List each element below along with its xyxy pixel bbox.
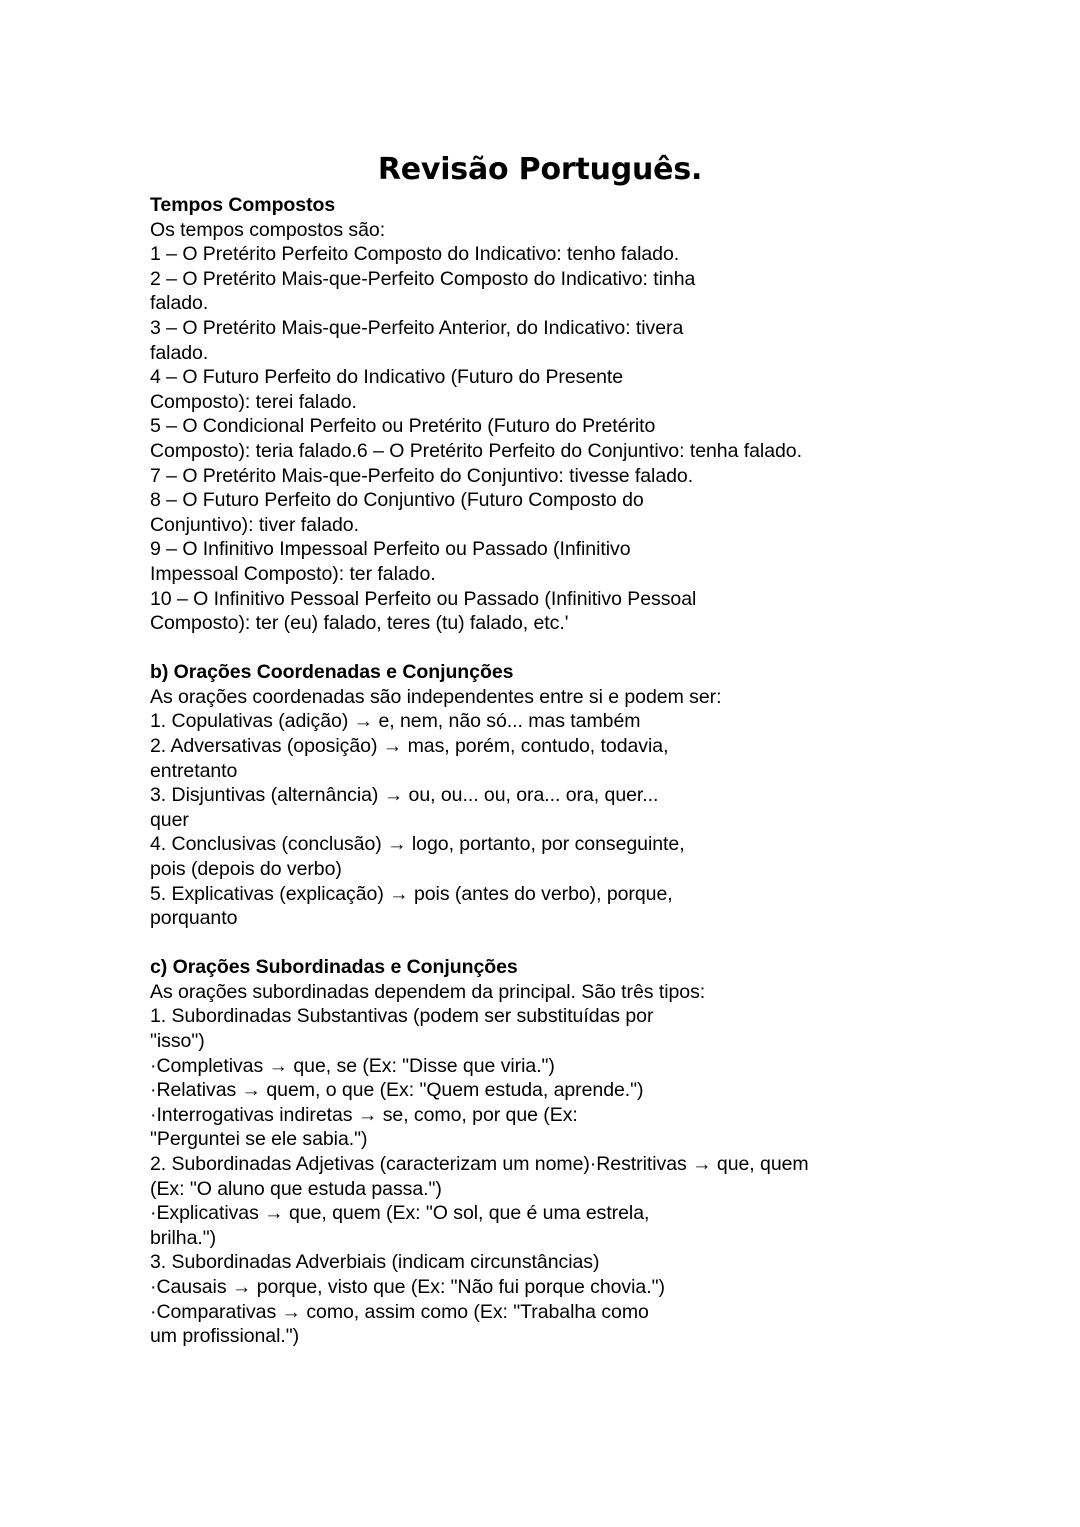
text-line: falado. <box>150 341 209 364</box>
text-line: Composto): terei falado. <box>150 390 357 413</box>
text-line: 8 – O Futuro Perfeito do Conjuntivo (Futuro Composto do <box>150 489 644 512</box>
text-line: Composto): ter (eu) falado, teres (tu) falado, etc.' <box>150 612 569 635</box>
text-line: um profissional.") <box>150 1325 300 1348</box>
document-body <box>150 193 950 1349</box>
bullet-line: ·Relativas → quem, o que (Ex: "Quem estuda, aprende.") <box>150 1079 644 1102</box>
text-line: 4 – O Futuro Perfeito do Indicativo (Futuro do Presente <box>150 366 624 389</box>
text-line: 2. Subordinadas Adjetivas (caracterizam um nome)·Restritivas → que, quem <box>150 1152 809 1175</box>
text-line: entretanto <box>150 759 238 782</box>
text-line: 10 – O Infinitivo Pessoal Perfeito ou Passado (Infinitivo Pessoal <box>150 587 697 610</box>
text-line: 1. Subordinadas Substantivas (podem ser substituídas por <box>150 1005 654 1028</box>
text-line: quer <box>150 808 189 831</box>
text-line: 3. Subordinadas Adverbiais (indicam circunstâncias) <box>150 1251 600 1274</box>
text-line: 5. Explicativas (explicação) → pois (antes do verbo), porque, <box>150 882 673 905</box>
text-line: 9 – O Infinitivo Impessoal Perfeito ou Passado (Infinitivo <box>150 538 631 561</box>
text-line: Impessoal Composto): ter falado. <box>150 562 436 585</box>
text-line: pois (depois do verbo) <box>150 857 342 880</box>
bullet-line: ·Completivas → que, se (Ex: "Disse que viria.") <box>150 1054 555 1077</box>
bullet-line: ·Interrogativas indiretas → se, como, por que (Ex: <box>150 1103 578 1126</box>
section-heading: Tempos Compostos <box>150 194 336 216</box>
bullet-line: ·Explicativas → que, quem (Ex: "O sol, que é uma estrela, <box>150 1202 650 1225</box>
text-line: Os tempos compostos são: <box>150 218 386 241</box>
document-section <box>150 955 950 1349</box>
document-section <box>150 193 950 636</box>
text-line: "isso") <box>150 1030 205 1052</box>
text-line: 5 – O Condicional Perfeito ou Pretérito (Futuro do Pretérito <box>150 415 656 438</box>
text-line: (Ex: "O aluno que estuda passa.") <box>150 1177 442 1200</box>
text-line: falado. <box>150 292 209 315</box>
text-line: As orações coordenadas são independentes entre si e podem ser: <box>150 685 722 708</box>
text-line: brilha.") <box>150 1226 217 1249</box>
text-line: "Perguntei se ele sabia.") <box>150 1128 368 1151</box>
text-line: Conjuntivo): tiver falado. <box>150 513 359 536</box>
text-line: 3 – O Pretérito Mais-que-Perfeito Anterior, do Indicativo: tivera <box>150 316 684 339</box>
bullet-line: ·Comparativas → como, assim como (Ex: "Trabalha como <box>150 1300 649 1323</box>
text-line: Composto): teria falado.6 – O Pretérito Perfeito do Conjuntivo: tenha falado. <box>150 439 802 462</box>
text-line: 1 – O Pretérito Perfeito Composto do Indicativo: tenho falado. <box>150 243 680 266</box>
text-line: 7 – O Pretérito Mais-que-Perfeito do Conjuntivo: tivesse falado. <box>150 464 694 487</box>
section-heading: c) Orações Subordinadas e Conjunções <box>150 956 518 979</box>
text-line: 2 – O Pretérito Mais-que-Perfeito Composto do Indicativo: tinha <box>150 267 696 290</box>
text-line: 2. Adversativas (oposição) → mas, porém, contudo, todavia, <box>150 734 669 757</box>
text-line: porquanto <box>150 907 238 930</box>
text-line: 3. Disjuntivas (alternância) → ou, ou... ou, ora... ora, quer... <box>150 784 659 807</box>
page-title: Revisão Português. <box>377 152 703 188</box>
text-line: As orações subordinadas dependem da principal. São três tipos: <box>150 980 706 1003</box>
document-section <box>150 660 950 931</box>
section-heading: b) Orações Coordenadas e Conjunções <box>150 661 514 684</box>
text-line: 1. Copulativas (adição) → e, nem, não só... mas também <box>150 710 641 733</box>
bullet-line: ·Causais → porque, visto que (Ex: "Não fui porque chovia.") <box>150 1275 665 1298</box>
text-line: 4. Conclusivas (conclusão) → logo, portanto, por conseguinte, <box>150 833 685 856</box>
